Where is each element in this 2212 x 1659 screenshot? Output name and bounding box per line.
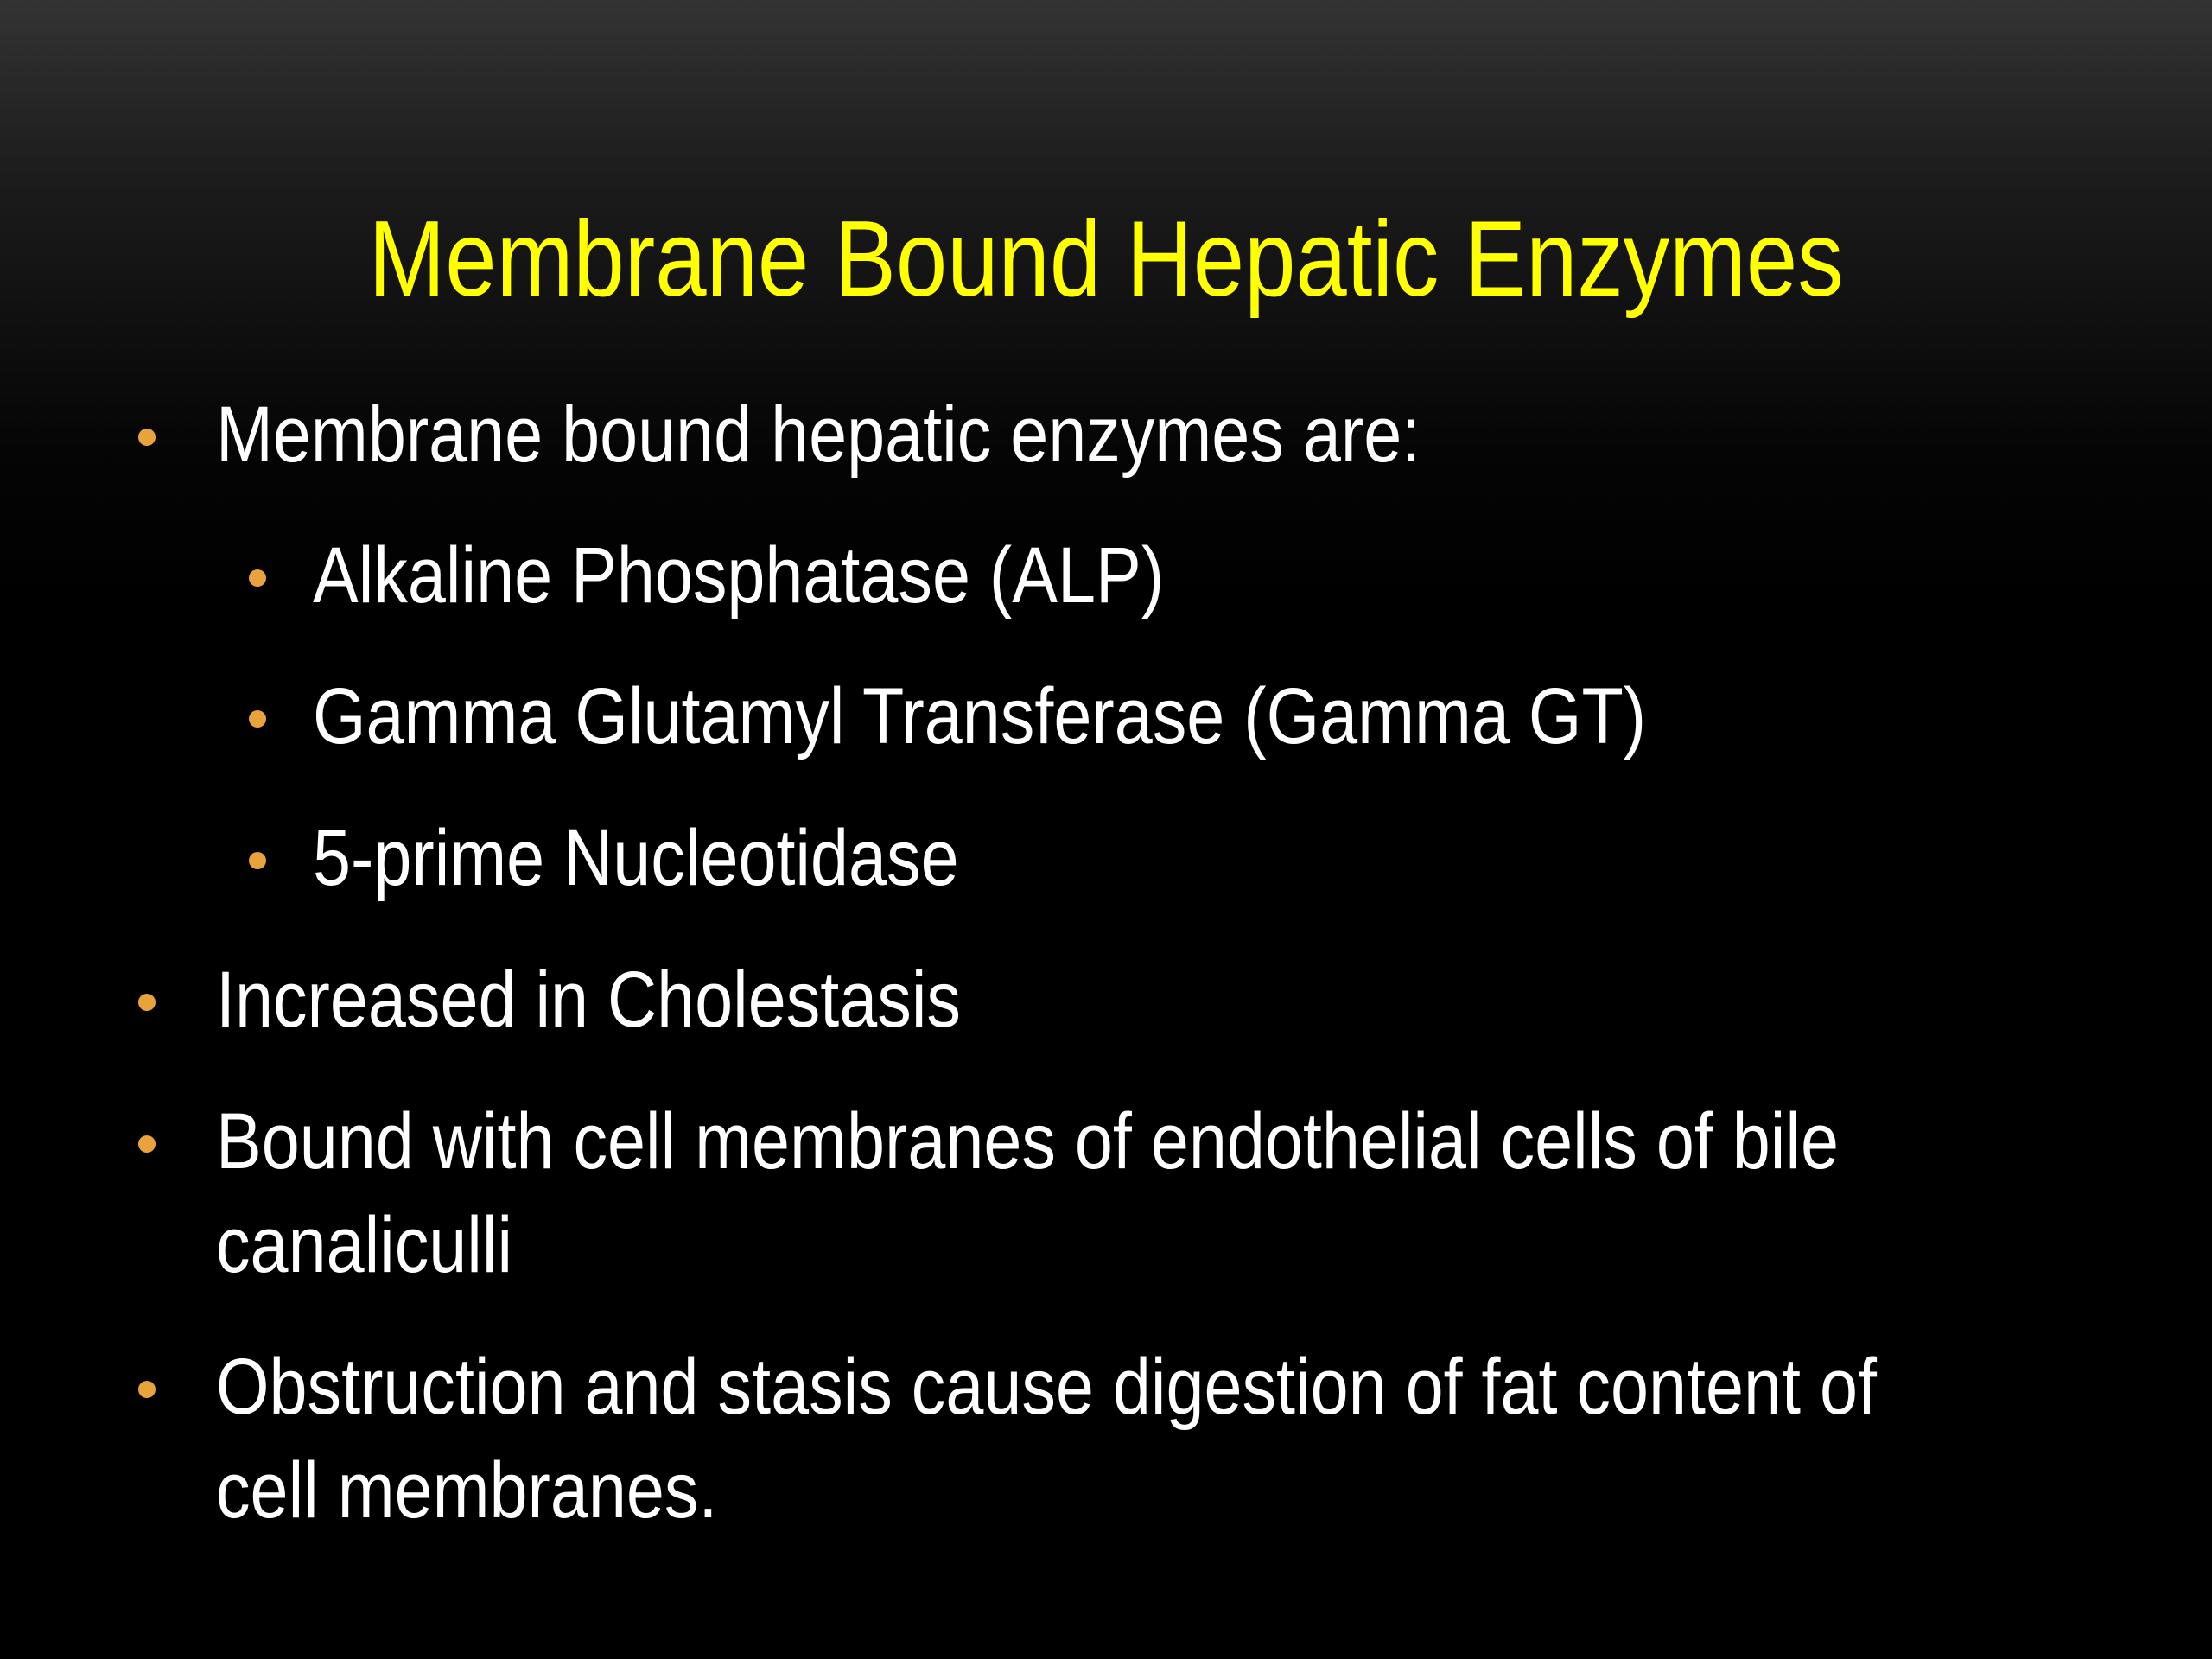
sub-bullet-text: Alkaline Phosphatase (ALP) [313, 531, 1165, 620]
bullet-dot [249, 852, 266, 869]
sub-bullet-text: 5-prime Nucleotidase [313, 814, 959, 902]
bullet-dot [138, 1381, 156, 1398]
bullet-text: Membrane bound hepatic enzymes are: [216, 391, 1421, 479]
slide-title: Membrane Bound Hepatic Enzymes [368, 200, 1844, 319]
bullet-text: Bound with cell membranes of endothelial cells of bile [216, 1097, 1839, 1185]
bullet-text: Increased in Cholestasis [216, 956, 961, 1044]
bullet-text: Obstruction and stasis cause digestion of fat content of [216, 1343, 1877, 1431]
bullet-dot [138, 1135, 156, 1153]
bullet-text-continuation: cell membranes. [216, 1446, 718, 1535]
bullet-text-continuation: canaliculli [216, 1201, 513, 1289]
bullet-dot [249, 710, 266, 728]
sub-bullet-text: Gamma Glutamyl Transferase (Gamma GT) [313, 672, 1647, 760]
bullet-dot [138, 429, 156, 446]
bullet-dot [249, 569, 266, 587]
bullet-dot [138, 994, 156, 1011]
